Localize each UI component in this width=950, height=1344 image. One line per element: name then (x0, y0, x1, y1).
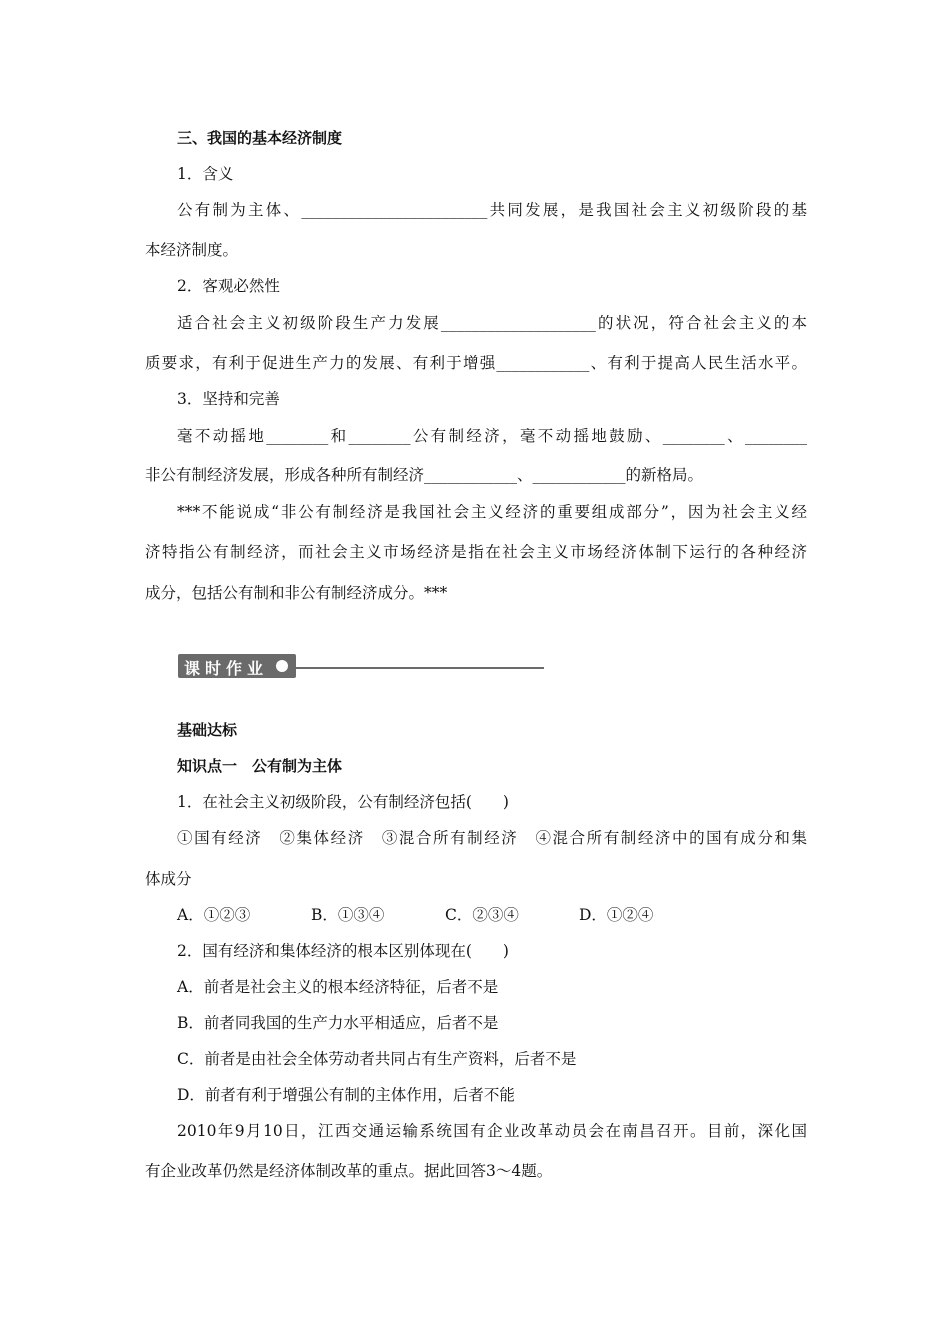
subsection-title-persist: 3．坚持和完善 (177, 390, 280, 408)
option-c: C．前者是由社会全体劳动者共同占有生产资料，后者不是 (177, 1050, 577, 1068)
topic-heading: 知识点一 公有制为主体 (177, 757, 343, 775)
paragraph-line: 公有制为主体、________________________共同发展，是我国社会主义初级阶段的基 (177, 201, 807, 219)
material-line: 有企业改革仍然是经济体制改革的重点。据此回答3～4题。 (145, 1162, 553, 1180)
question-stem: 1．在社会主义初级阶段，公有制经济包括( ) (177, 793, 509, 811)
subsection-title-meaning: 1．含义 (177, 165, 234, 183)
question-items: ①国有经济 ②集体经济 ③混合所有制经济 ④混合所有制经济中的国有成分和集 (177, 829, 807, 847)
paragraph-line: 质要求，有利于促进生产力的发展、有利于增强____________、有利于提高人民生活水平。 (145, 354, 807, 372)
answer-options (177, 905, 653, 925)
option-d: D．①②④ (579, 906, 654, 924)
question-items: 体成分 (145, 870, 192, 888)
section-heading: 三、我国的基本经济制度 (177, 129, 343, 147)
paragraph-line: 毫不动摇地________和________公有制经济，毫不动摇地鼓励、________、________ (177, 427, 807, 445)
bullet-dot-icon (276, 660, 288, 672)
option-a: A．①②③ (177, 906, 251, 924)
question-stem: 2．国有经济和集体经济的根本区别体现在( ) (177, 942, 509, 960)
material-line: 2010年9月10日，江西交通运输系统国有企业改革动员会在南昌召开。目前，深化国 (177, 1122, 807, 1140)
paragraph-line: 非公有制经济发展，形成各种所有制经济____________、____________的新格局。 (145, 466, 704, 484)
paragraph-line: 适合社会主义初级阶段生产力发展____________________的状况，符合社会主义的本 (177, 314, 807, 332)
option-b: B．前者同我国的生产力水平相适应，后者不是 (177, 1014, 499, 1032)
note-line: 济特指公有制经济，而社会主义市场经济是指在社会主义市场经济体制下运行的各种经济 (145, 543, 807, 561)
option-b: B．①③④ (311, 906, 385, 924)
subsection-title-necessity: 2．客观必然性 (177, 277, 280, 295)
paragraph-line: 本经济制度。 (145, 241, 239, 259)
banner-rule (296, 667, 544, 669)
note-line: 成分，包括公有制和非公有制经济成分。*** (145, 584, 448, 602)
option-a: A．前者是社会主义的根本经济特征，后者不是 (177, 978, 499, 996)
note-line: ***不能说成“非公有制经济是我国社会主义经济的重要组成部分”，因为社会主义经 (177, 503, 807, 521)
banner-box (178, 654, 296, 678)
banner-label: 课时作业 (184, 659, 269, 678)
option-d: D．前者有利于增强公有制的主体作用，后者不能 (177, 1086, 515, 1104)
level-heading: 基础达标 (177, 721, 238, 739)
option-c: C．②③④ (445, 906, 519, 924)
